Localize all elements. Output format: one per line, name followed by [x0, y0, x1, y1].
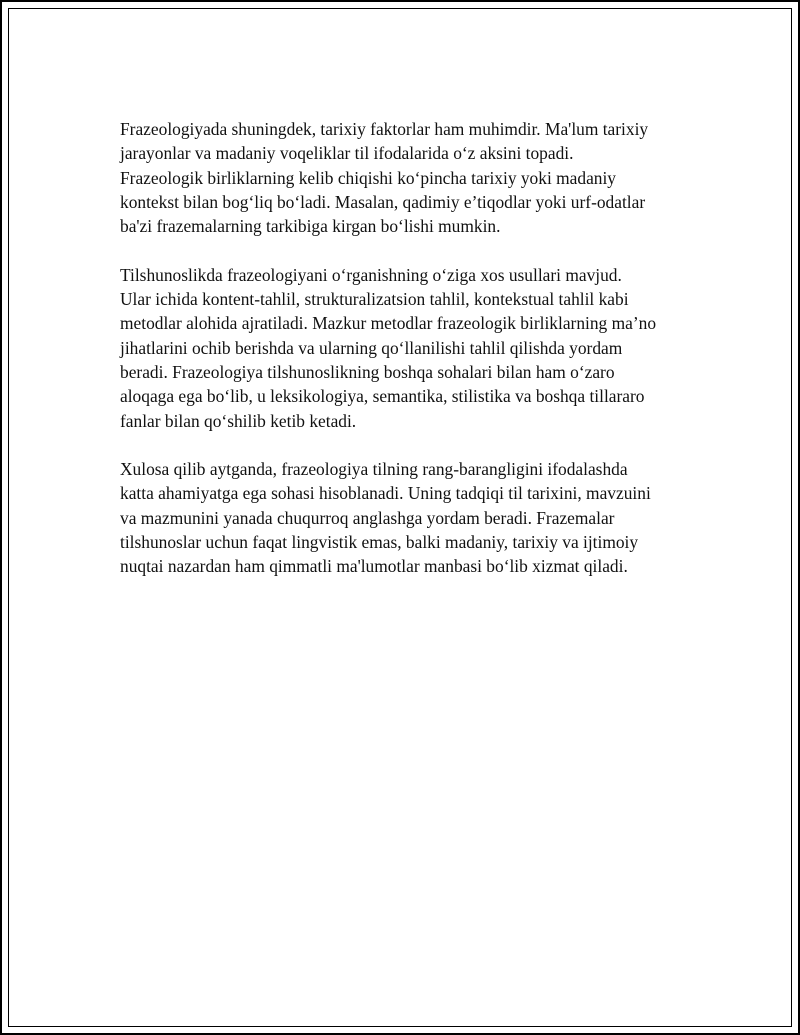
text-line: jarayonlar va madaniy voqeliklar til ifodalarida o‘z aksini topadi. [120, 143, 574, 164]
text-line: jihatlarini ochib berishda va ularning qo‘llanilishi tahlil qilishda yordam [120, 337, 623, 358]
text-line: kontekst bilan bog‘liq bo‘ladi. Masalan, qadimiy e’tiqodlar yoki urf-odatlar [120, 191, 646, 212]
text-line: Ular ichida kontent-tahlil, strukturalizatsion tahlil, kontekstual tahlil kabi [120, 289, 629, 310]
text-line: katta ahamiyatga ega sohasi hisoblanadi. Uning tadqiqi til tarixini, mavzuini [120, 483, 651, 504]
paragraph-historical-factors [120, 117, 710, 238]
text-line: va mazmunini yanada chuqurroq anglashga yordam beradi. Frazemalar [120, 507, 615, 528]
text-line: beradi. Frazeologiya tilshunoslikning boshqa sohalari bilan ham o‘zaro [120, 361, 615, 382]
document-body [120, 117, 710, 603]
text-line: tilshunoslar uchun faqat lingvistik emas, balki madaniy, tarixiy va ijtimoiy [120, 532, 639, 553]
text-line: aloqaga ega bo‘lib, u leksikologiya, semantika, stilistika va boshqa tillararo [120, 386, 645, 407]
paragraph-conclusion [120, 457, 710, 578]
paragraph-methods [120, 263, 710, 433]
text-line: Xulosa qilib aytganda, frazeologiya tilning rang-barangligini ifodalashda [120, 459, 628, 480]
text-line: Frazeologiyada shuningdek, tarixiy faktorlar ham muhimdir. Ma'lum tarixiy [120, 119, 649, 139]
text-line: metodlar alohida ajratiladi. Mazkur metodlar frazeologik birliklarning ma’no [120, 313, 657, 334]
text-line: Tilshunoslikda frazeologiyani o‘rganishning o‘ziga xos usullari mavjud. [120, 264, 622, 285]
text-line: ba'zi frazemalarning tarkibiga kirgan bo‘lishi mumkin. [120, 216, 501, 237]
text-line: Frazeologik birliklarning kelib chiqishi ko‘pincha tarixiy yoki madaniy [120, 167, 617, 188]
text-line: nuqtai nazardan ham qimmatli ma'lumotlar manbasi bo‘lib xizmat qiladi. [120, 556, 628, 577]
text-line: fanlar bilan qo‘shilib ketib ketadi. [120, 410, 357, 431]
